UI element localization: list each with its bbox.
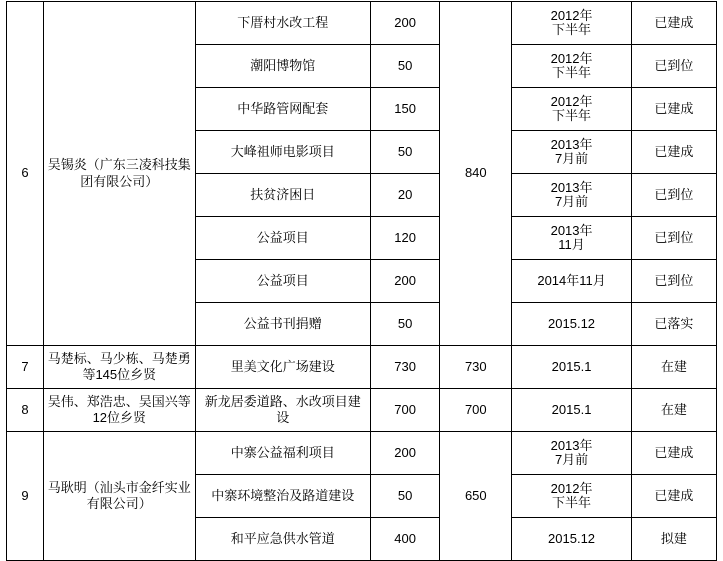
project-status: 拟建 [631, 518, 716, 561]
project-amount: 50 [371, 303, 440, 346]
project-status: 已建成 [631, 475, 716, 518]
project-amount: 700 [371, 389, 440, 432]
row-index: 8 [7, 389, 44, 432]
project-name: 中寨公益福利项目 [195, 432, 370, 475]
date-line-2: 下半年 [552, 108, 592, 123]
project-amount: 20 [371, 174, 440, 217]
date-line-1: 2012年 [550, 480, 593, 496]
project-name: 下厝村水改工程 [195, 2, 370, 45]
project-name: 大峰祖师电影项目 [195, 131, 370, 174]
row-index: 9 [7, 432, 44, 561]
table-row [7, 432, 717, 475]
project-date [512, 303, 631, 346]
date-line-1: 2015.1 [551, 358, 592, 374]
project-name: 新龙居委道路、水改项目建设 [195, 389, 370, 432]
donor-name: 马楚标、马少栋、马楚勇等145位乡贤 [44, 346, 195, 389]
date-line-1: 2013年 [550, 179, 593, 195]
project-status: 已到位 [631, 45, 716, 88]
group-total: 730 [440, 346, 512, 389]
project-amount: 400 [371, 518, 440, 561]
group-total: 700 [440, 389, 512, 432]
project-amount: 150 [371, 88, 440, 131]
donation-table [6, 1, 717, 561]
date-line-1: 2012年 [550, 7, 593, 23]
date-line-2: 下半年 [552, 495, 592, 510]
project-date [512, 217, 631, 260]
project-amount: 50 [371, 131, 440, 174]
project-status: 已建成 [631, 88, 716, 131]
project-date [512, 518, 631, 561]
project-name: 公益书刊捐赠 [195, 303, 370, 346]
project-status: 已建成 [631, 131, 716, 174]
project-date [512, 174, 631, 217]
date-line-2: 下半年 [552, 65, 592, 80]
donor-name: 马耿明（汕头市金纤实业有限公司） [44, 432, 195, 561]
project-name: 潮阳博物馆 [195, 45, 370, 88]
date-line-1: 2012年 [550, 93, 593, 109]
date-line-2: 7月前 [554, 151, 589, 166]
date-line-1: 2014年11月 [537, 272, 606, 288]
table-row [7, 346, 717, 389]
group-total: 840 [440, 2, 512, 346]
table-row [7, 2, 717, 45]
project-status: 已到位 [631, 260, 716, 303]
date-line-2: 7月前 [554, 194, 589, 209]
date-line-1: 2015.12 [548, 315, 596, 331]
date-line-2: 下半年 [552, 22, 592, 37]
project-date [512, 389, 631, 432]
date-line-1: 2013年 [550, 222, 593, 238]
project-date [512, 131, 631, 174]
project-date [512, 88, 631, 131]
project-name: 中华路管网配套 [195, 88, 370, 131]
project-date [512, 475, 631, 518]
project-amount: 120 [371, 217, 440, 260]
project-status: 在建 [631, 346, 716, 389]
group-total: 650 [440, 432, 512, 561]
date-line-1: 2013年 [550, 136, 593, 152]
row-index: 7 [7, 346, 44, 389]
donor-name: 吴伟、郑浩忠、吴国兴等12位乡贤 [44, 389, 195, 432]
project-amount: 200 [371, 260, 440, 303]
project-status: 在建 [631, 389, 716, 432]
date-line-1: 2012年 [550, 50, 593, 66]
project-amount: 200 [371, 432, 440, 475]
project-name: 扶贫济困日 [195, 174, 370, 217]
project-amount: 50 [371, 475, 440, 518]
project-date [512, 260, 631, 303]
project-date [512, 45, 631, 88]
project-date [512, 432, 631, 475]
project-status: 已建成 [631, 2, 716, 45]
date-line-1: 2015.12 [548, 530, 596, 546]
project-amount: 50 [371, 45, 440, 88]
project-status: 已到位 [631, 174, 716, 217]
project-name: 中寨环境整治及路道建设 [195, 475, 370, 518]
date-line-1: 2013年 [550, 437, 593, 453]
project-name: 公益项目 [195, 217, 370, 260]
date-line-1: 2015.1 [551, 401, 592, 417]
row-index: 6 [7, 2, 44, 346]
table-body [7, 2, 717, 561]
date-line-2: 11月 [558, 237, 585, 252]
project-amount: 730 [371, 346, 440, 389]
project-date [512, 2, 631, 45]
project-name: 里美文化广场建设 [195, 346, 370, 389]
project-status: 已建成 [631, 432, 716, 475]
project-status: 已到位 [631, 217, 716, 260]
project-amount: 200 [371, 2, 440, 45]
donor-name: 吴锡炎（广东三凌科技集团有限公司） [44, 2, 195, 346]
project-name: 和平应急供水管道 [195, 518, 370, 561]
document-page [0, 1, 723, 546]
project-date [512, 346, 631, 389]
project-name: 公益项目 [195, 260, 370, 303]
date-line-2: 7月前 [554, 452, 589, 467]
table-row [7, 389, 717, 432]
project-status: 已落实 [631, 303, 716, 346]
